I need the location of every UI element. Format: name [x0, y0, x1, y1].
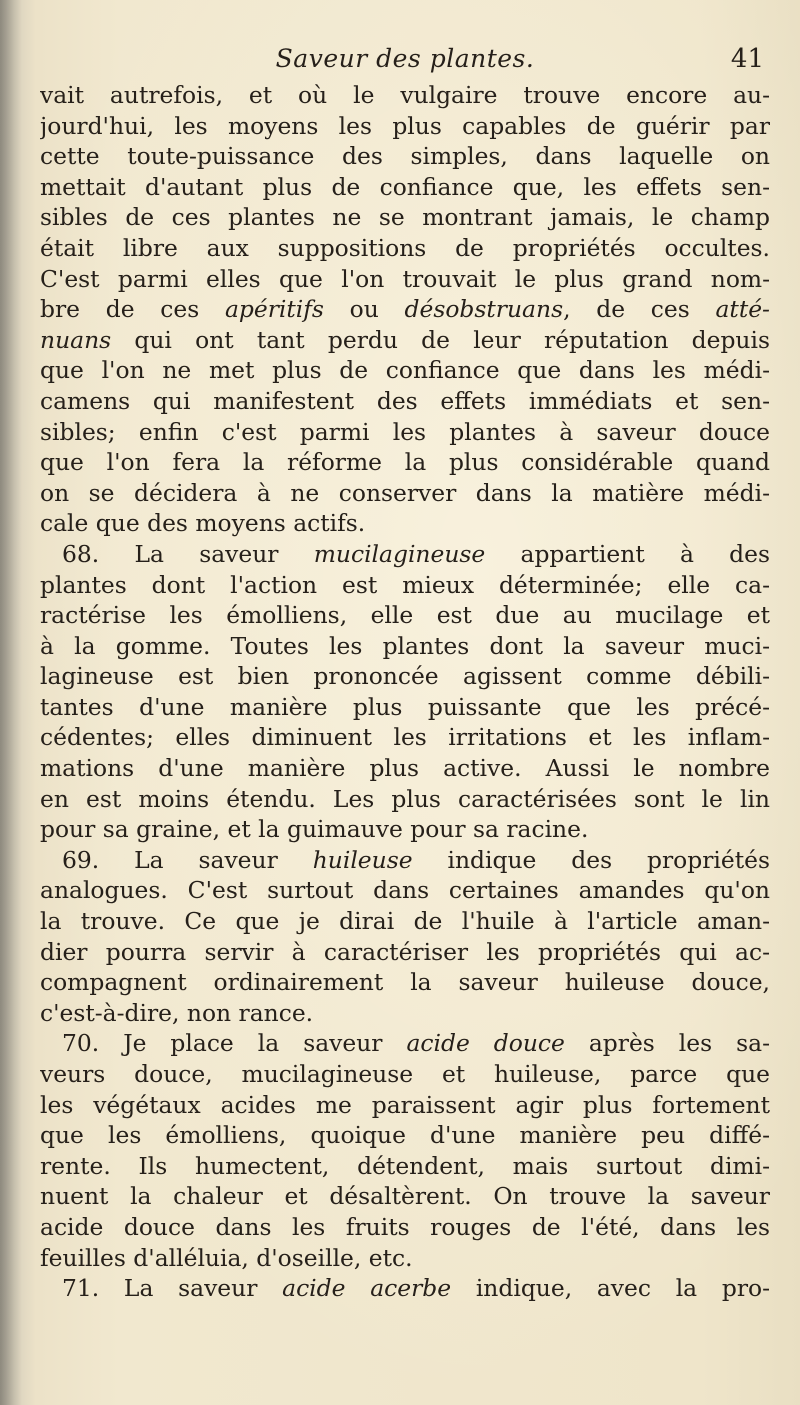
- text-line: à la gomme. Toutes les plantes dont la saveur muci-: [40, 631, 770, 660]
- text-line: plantes dont l'action est mieux déterminée; elle ca-: [40, 570, 770, 599]
- text-line: cédentes; elles diminuent les irritations et les inflam-: [40, 723, 770, 752]
- text-line: que l'on fera la réforme la plus considérable quand: [40, 448, 770, 477]
- text-run: bre de ces: [40, 295, 225, 324]
- text-line: nuent la chaleur et désaltèrent. On trouve la saveur: [40, 1182, 770, 1211]
- text-line: camens qui manifestent des effets immédiats et sen-: [40, 386, 770, 415]
- text-line: analogues. C'est surtout dans certaines amandes qu'on: [40, 876, 770, 905]
- page-number: 41: [730, 44, 764, 74]
- text-line: la trouve. Ce que je dirai de l'huile à l'article aman-: [40, 907, 770, 936]
- text-line: que l'on ne met plus de confiance que dans les médi-: [40, 356, 770, 385]
- italic-term: désobstruans: [404, 295, 564, 324]
- italic-term: acide douce: [406, 1029, 565, 1058]
- page-header: [40, 44, 770, 84]
- text-line: C'est parmi elles que l'on trouvait le plus grand nom-: [40, 264, 770, 293]
- italic-term: mucilagineuse: [313, 539, 486, 568]
- text-line: feuilles d'alléluia, d'oseille, etc.: [40, 1243, 413, 1272]
- italic-term: atté-: [715, 295, 770, 324]
- text-line: ractérise les émolliens, elle est due au mucilage et: [40, 601, 770, 630]
- text-line: lagineuse est bien prononcée agissent comme débili-: [40, 662, 770, 691]
- text-run: après les sa-: [564, 1029, 770, 1058]
- text-run: 70. Je place la saveur: [62, 1029, 407, 1058]
- text-run: indique, avec la pro-: [451, 1274, 770, 1303]
- text-line: [40, 1273, 770, 1304]
- italic-term: huileuse: [312, 845, 413, 874]
- text-line: mations d'une manière plus active. Aussi le nombre: [40, 754, 770, 783]
- text-line: [40, 325, 770, 356]
- text-line: dier pourra servir à caractériser les propriétés qui ac-: [40, 937, 770, 966]
- text-line: sibles; enfin c'est parmi les plantes à saveur douce: [40, 417, 770, 446]
- text-line: jourd'hui, les moyens les plus capables de guérir par: [40, 111, 770, 140]
- text-run: appartient à des: [485, 539, 770, 568]
- text-line: [40, 1028, 770, 1059]
- italic-term: nuans: [40, 325, 112, 354]
- text-run: , de ces: [563, 295, 716, 324]
- text-line: c'est-à-dire, non rance.: [40, 998, 314, 1027]
- text-line: rente. Ils humectent, détendent, mais surtout dimi-: [40, 1151, 770, 1180]
- text-run: qui ont tant perdu de leur réputation depuis: [111, 325, 770, 354]
- text-line: que les émolliens, quoique d'une manière peu diffé-: [40, 1121, 770, 1150]
- text-line: [40, 539, 770, 570]
- gutter-shadow: [0, 0, 22, 1405]
- text-line: les végétaux acides me paraissent agir plus fortement: [40, 1090, 770, 1119]
- text-line: sibles de ces plantes ne se montrant jamais, le champ: [40, 203, 770, 232]
- text-run: 68. La saveur: [62, 539, 314, 568]
- running-title: Saveur des plantes.: [275, 44, 535, 73]
- body-text: [40, 80, 770, 1304]
- text-run: 71. La saveur: [62, 1274, 283, 1303]
- text-line: vait autrefois, et où le vulgaire trouve encore au-: [40, 81, 770, 109]
- text-line: cale que des moyens actifs.: [40, 509, 366, 538]
- text-line: [40, 294, 770, 325]
- text-run: indique des propriétés: [412, 845, 770, 874]
- text-line: tantes d'une manière plus puissante que les précé-: [40, 692, 770, 721]
- text-run: 69. La saveur: [62, 845, 313, 874]
- text-line: en est moins étendu. Les plus caractérisées sont le lin: [40, 784, 770, 813]
- text-run: ou: [323, 295, 405, 324]
- text-line: était libre aux suppositions de propriétés occultes.: [40, 233, 770, 262]
- italic-term: acide acerbe: [282, 1274, 452, 1303]
- text-line: compagnent ordinairement la saveur huileuse douce,: [40, 968, 770, 997]
- text-line: mettait d'autant plus de confiance que, les effets sen-: [40, 172, 770, 201]
- text-line: acide douce dans les fruits rouges de l'été, dans les: [40, 1212, 770, 1241]
- italic-term: apéritifs: [224, 295, 324, 324]
- text-line: [40, 845, 770, 876]
- text-line: veurs douce, mucilagineuse et huileuse, parce que: [40, 1060, 770, 1088]
- text-line: pour sa graine, et la guimauve pour sa racine.: [40, 815, 589, 844]
- text-line: cette toute-puissance des simples, dans laquelle on: [40, 142, 770, 171]
- text-line: on se décidera à ne conserver dans la matière médi-: [40, 478, 770, 507]
